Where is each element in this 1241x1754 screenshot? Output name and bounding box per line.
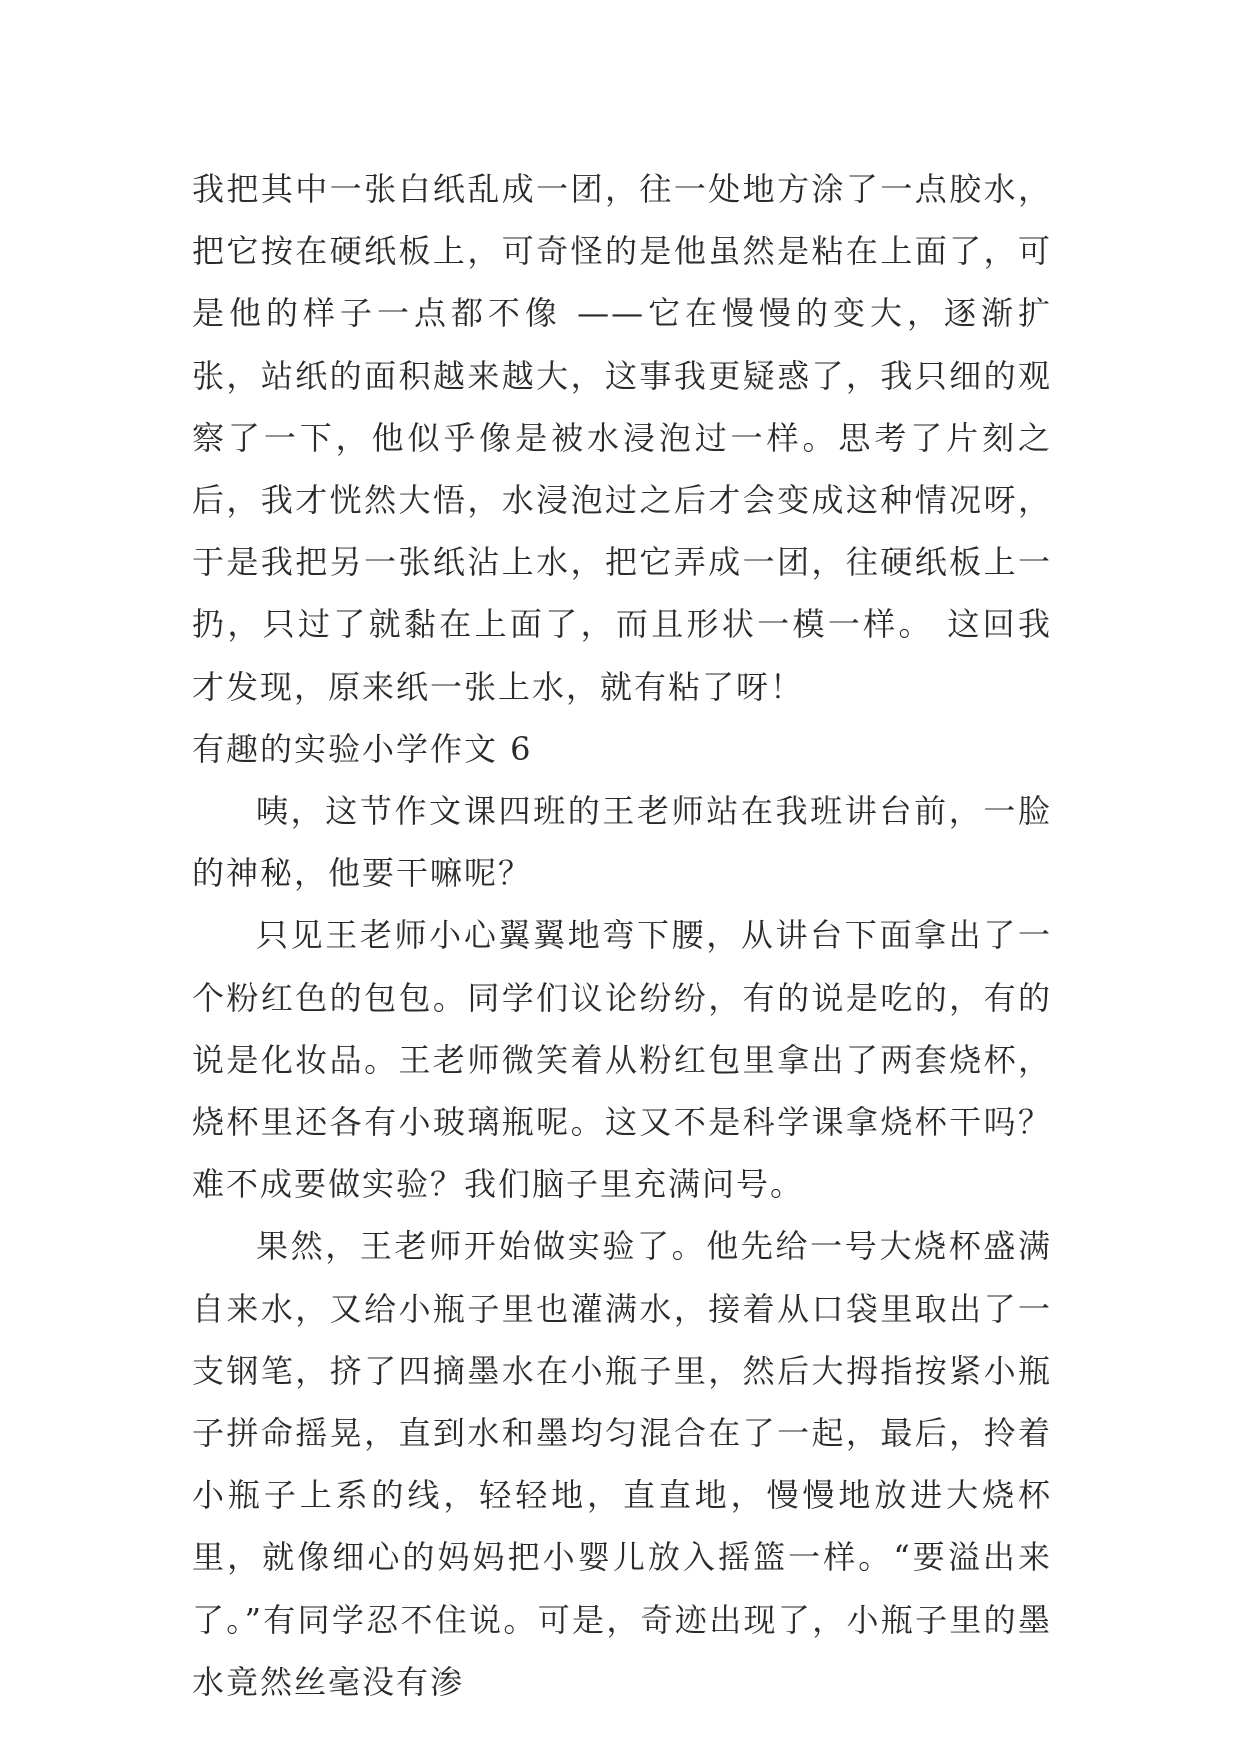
paragraph-continued: 我把其中一张白纸乱成一团，往一处地方涂了一点胶水，把它按在硬纸板上，可奇怪的是他虽然是粘在上面了，可是他的样子一点都不像 ——它在慢慢的变大，逐渐扩张，站纸的面积越来越大，这事我更疑惑了，我只细的观察了一下，他似乎像是被水浸泡过一样。思考了片刻之后，我才恍然大悟，水浸泡过之后才会变成这种情况呀，于是我把另一张纸沾上水，把它弄成一团，往硬纸板上一扔，只过了就黏在上面了，而且形状一模一样。 这回我才发现，原来纸一张上水，就有粘了呀！: [192, 170, 1052, 706]
paragraph-3: 果然，王老师开始做实验了。他先给一号大烧杯盛满自来水，又给小瓶子里也灌满水，接着从口袋里取出了一支钢笔，挤了四摘墨水在小瓶子里，然后大拇指按紧小瓶子拼命摇晃，直到水和墨均匀混合在了一起，最后，拎着小瓶子上系的线，轻轻地，直直地，慢慢地放进大烧杯里，就像细心的妈妈把小婴儿放入摇篮一样。“要溢出来了。”有同学忍不住说。可是，奇迹出现了，小瓶子里的墨水竟然丝毫没有渗: [192, 1227, 1052, 1701]
section-heading: 有趣的实验小学作文 6: [192, 729, 533, 768]
document-body: [192, 158, 1052, 1713]
paragraph-2: 只见王老师小心翼翼地弯下腰，从讲台下面拿出了一个粉红色的包包。同学们议论纷纷，有的说是吃的，有的说是化妆品。王老师微笑着从粉红包里拿出了两套烧杯，烧杯里还各有小玻璃瓶呢。这又不是科学课拿烧杯干吗？难不成要做实验？我们脑子里充满问号。: [192, 916, 1052, 1204]
paragraph-1: 咦，这节作文课四班的王老师站在我班讲台前，一脸的神秘，他要干嘛呢？: [192, 792, 1052, 893]
